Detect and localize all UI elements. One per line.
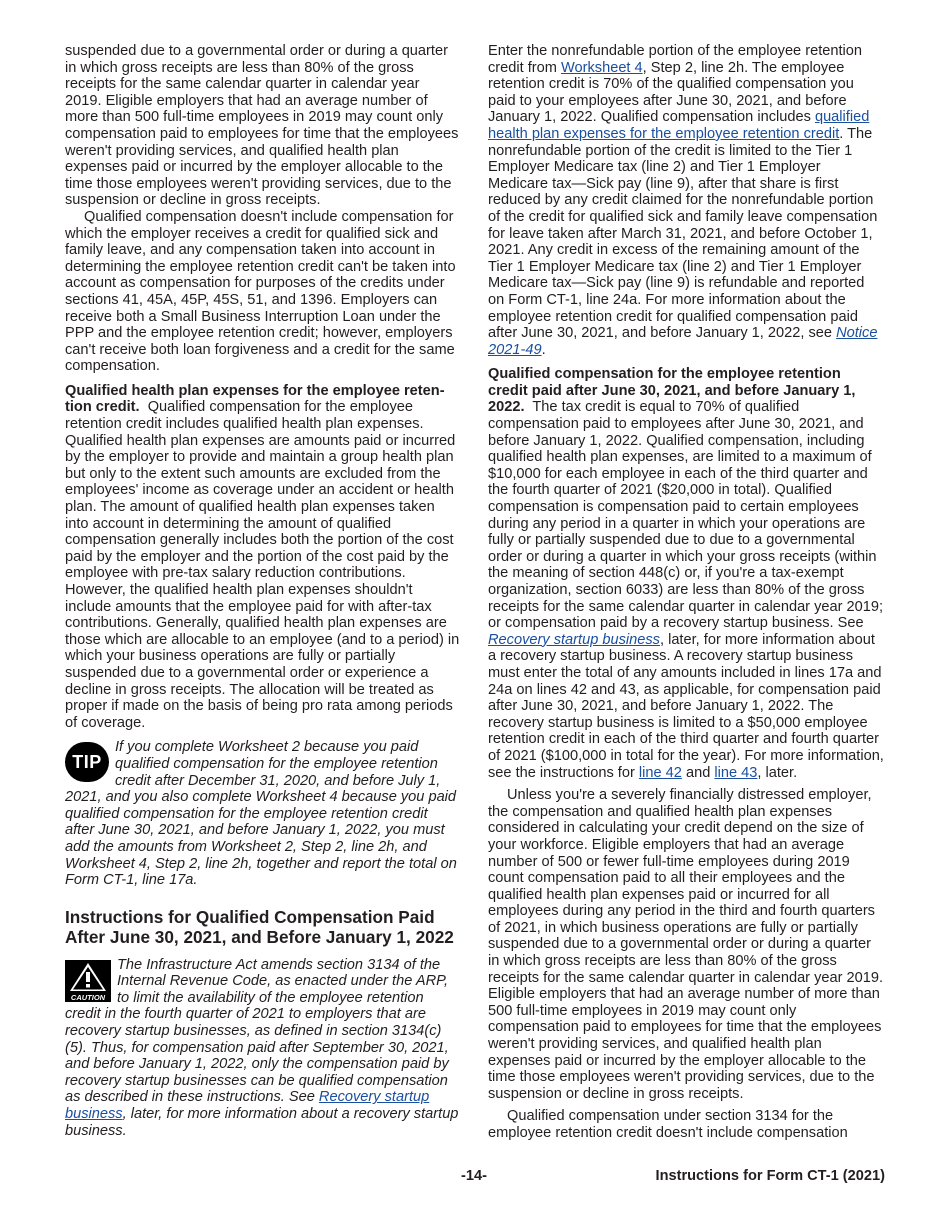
paragraph: Unless you're a severely financially distressed employer, the compensation and qualified health plan expenses considered in calculating your credit depend on the size of your workforce. Eligible employers that had an average number of 500 or fewer full-time employees during 2019 count compensation paid to all their employees and the qualified health plan expenses paid or incurred for all employees during any period in the third and fourth quarters of 2021, in which business operations are fully or partially suspended due to a governmental order or during a quarter in which gross receipts are less than 80% of the gross receipts for the same calendar quarter in calendar year 2019. Eligible employers that had an average number of more than 500 full-time employees in 2019 may count only compensation paid to employees for time that the employees weren't providing services, and qualified health plan expenses paid or incurred by the employer allocable to the time those employees weren't providing services, due to the suspension or decline in gross receipts. — [488, 787, 884, 1102]
tip-note — [65, 739, 460, 888]
section-heading: Instructions for Qualified Compensation Paid After June 30, 2021, and Before January 1, 2022 — [65, 906, 454, 947]
caution-text: The Infrastructure Act amends section 3134 of the Internal Revenue Code, as enacted under the ARP, to limit the availability of the employee retention credit in the fourth quarter of 2021 to employers that are recovery startup businesses, as defined in section 3134(c) (5). Thus, for compensation paid after September 30, 2021, and before January 1, 2022, only the compensation paid by recovery startup businesses can be qualified compensation as described in these instructions. See — [65, 956, 449, 1106]
tip-text: If you complete Worksheet 2 because you paid qualified compensation for the employee retention credit after December 31, 2020, and before July 1, 2021, and you also complete Worksheet 4 because you paid qualified compensation for the employee retention credit after June 30, 2021, and before January 1, 2022, you must add the amounts from Worksheet 2, Step 2, line 2h, and Worksheet 4, Step 2, line 2h, together and report the total on Form CT-1, line 17a. — [65, 739, 457, 889]
left-column — [65, 43, 460, 1139]
paragraph: suspended due to a governmental order or during a quarter in which gross receipts are less than 80% of the gross receipts for the same calendar quarter in calendar year 2019. Eligible employers that had an average number of more than 500 full-time employees in 2019 may count only compensation paid to employees for time that the employees weren't providing services, and qualified health plan expenses paid or incurred by the employer allocable to the time those employees weren't providing services, due to the suspension or decline in gross receipts. — [65, 43, 459, 209]
worksheet-4-link[interactable]: Worksheet 4 — [561, 59, 643, 76]
form-title: Instructions for Form CT-1 (2021) — [655, 1168, 885, 1184]
page-footer — [65, 1168, 885, 1186]
paragraph-heading: Qualified compensation for the employee retention credit paid after June 30, 2021, and before January 1, 2022. — [488, 366, 856, 416]
paragraph: Qualified compensation for the employee retention credit paid after June 30, 2021, and before January 1, 2022. The tax credit is equal to 70% of qualified compensation paid to employees after June 30, 2021, and before January 1, 2022. Qualified compensation, including qualified health plan expenses, are limited to a maximum of $10,000 for each employee in each of the third quarter and the fourth quarter of 2021 ($20,000 in total). Qualified compensation is compensation paid to certain employees during any period in a quarter in which your operations are fully or partially suspended due to due to a governmental order or during a quarter in which your gross receipts (within the meaning of section 448(c) or, if you're a tax-exempt organization, section 6033) are less than 80% of the gross receipts for the same calendar quarter in calendar year 2019; or compensation paid by a recovery startup business. See Recovery startup business, later, for more information about a recovery startup business. A recovery startup business must enter the total of any amounts included in lines 17a and 24a on lines 42 and 43, as applicable, for compensation paid after June 30, 2021, and before January 1, 2022. The recovery startup business is limited to a $50,000 employee retention credit in each of the third quarter and fourth quarter of 2021 ($100,000 in total for the year). For more information, see the instructions for line 42 and line 43, later. — [488, 366, 884, 781]
qualified-health-plan-expenses-link[interactable]: qualified health plan expenses for the employee retention credit — [488, 109, 870, 142]
recovery-startup-business-link[interactable]: Recovery startup business — [488, 631, 660, 648]
notice-2021-49-link[interactable]: Notice 2021-49 — [488, 325, 878, 358]
svg-text:CAUTION: CAUTION — [70, 992, 106, 1002]
paragraph: Qualified compensation doesn't include compensation for which the employer receives a credit for qualified sick and family leave, and any compensation taken into account in determining the employee retention credit can't be taken into account as compensation for purposes of the credits under sections 41, 45A, 45P, 45S, 51, and 1396. Employers can receive both a Small Business Interruption Loan under the PPP and the employee retention credit; however, employers can't receive both loan forgiveness and a credit for the same compensation. — [65, 208, 456, 375]
paragraph-heading: Qualified health plan expenses for the employee retention credit. — [65, 382, 445, 416]
tip-icon: TIP — [65, 742, 109, 782]
right-column — [488, 43, 884, 1142]
paragraph — [65, 383, 460, 731]
paragraph-body: Qualified compensation for the employee retention credit includes qualified health plan expenses. Qualified health plan expenses are amounts paid or incurred by the employer to provide and maintain a group health plan but only to the extent such amounts are excluded from the employees' income as coverage under an accident or health plan. The amount of qualified health plan expenses taken into account in determining the amount of qualified compensation generally includes both the portion of the cost paid by the employer and the portion of the cost paid by the employee with pre-tax salary reduction contributions. However, the qualified health plan expenses shouldn't include amounts that the employee paid for with after-tax contributions. Generally, qualified health plan expenses are those which are allocable to an employee (and to a period) in which your business operations are fully or partially suspended due to a governmental order or experience a decline in gross receipts. The allocation will be treated as proper if made on the basis of being pro rata among periods of coverage. — [65, 399, 460, 731]
recovery-startup-business-link[interactable]: Recovery startup business — [65, 1089, 430, 1123]
paragraph: Qualified compensation under section 3134 for the employee retention credit doesn't include compensation — [488, 1108, 848, 1141]
caution-icon — [65, 960, 111, 1002]
line-43-link[interactable]: line 43 — [714, 764, 758, 781]
line-42-link[interactable]: line 42 — [638, 764, 682, 781]
paragraph: Enter the nonrefundable portion of the employee retention credit from Worksheet 4, Step 2, line 2h. The employee retention credit is 70% of the qualified compensation you paid to your employees after June 30, 2021, and before January 1, 2022. Qualified compensation includes qualified health plan expenses for the employee retention credit. The nonrefundable portion of the credit is limited to the Tier 1 Employer Medicare tax (line 2) and Tier 1 Employer Medicare tax—Sick pay (line 9), after that share is first reduced by any credit claimed for the nonrefundable portion of the credit for qualified sick and family leave compensation for leave taken after March 31, 2021, and before October 1, 2021. Any credit in excess of the remaining amount of the Tier 1 Employer Medicare tax (line 2) and Tier 1 Employer Medicare tax—Sick pay (line 9) is refundable and reported on Form CT-1, line 24a. For more information about the employee retention credit for qualified compensation paid after June 30, 2021, and before January 1, 2022, see Notice 2021-49. — [488, 43, 878, 358]
page-number: -14- — [461, 1168, 487, 1184]
caution-note: CAUTION The Infrastructure Act amends section 3134 of the Internal Revenue Code, as enacted under the ARP, to limit the availability of the employee retention credit in the fourth quarter of 2021 to employers that are recovery startup businesses, as defined in section 3134(c) (5). Thus, for compensation paid after September 30, 2021, and before January 1, 2022, only the compensation paid by recovery startup businesses can be qualified compensation as described in these instructions. See Recovery startup business, later, for more information about a recovery startup business. — [65, 956, 459, 1139]
